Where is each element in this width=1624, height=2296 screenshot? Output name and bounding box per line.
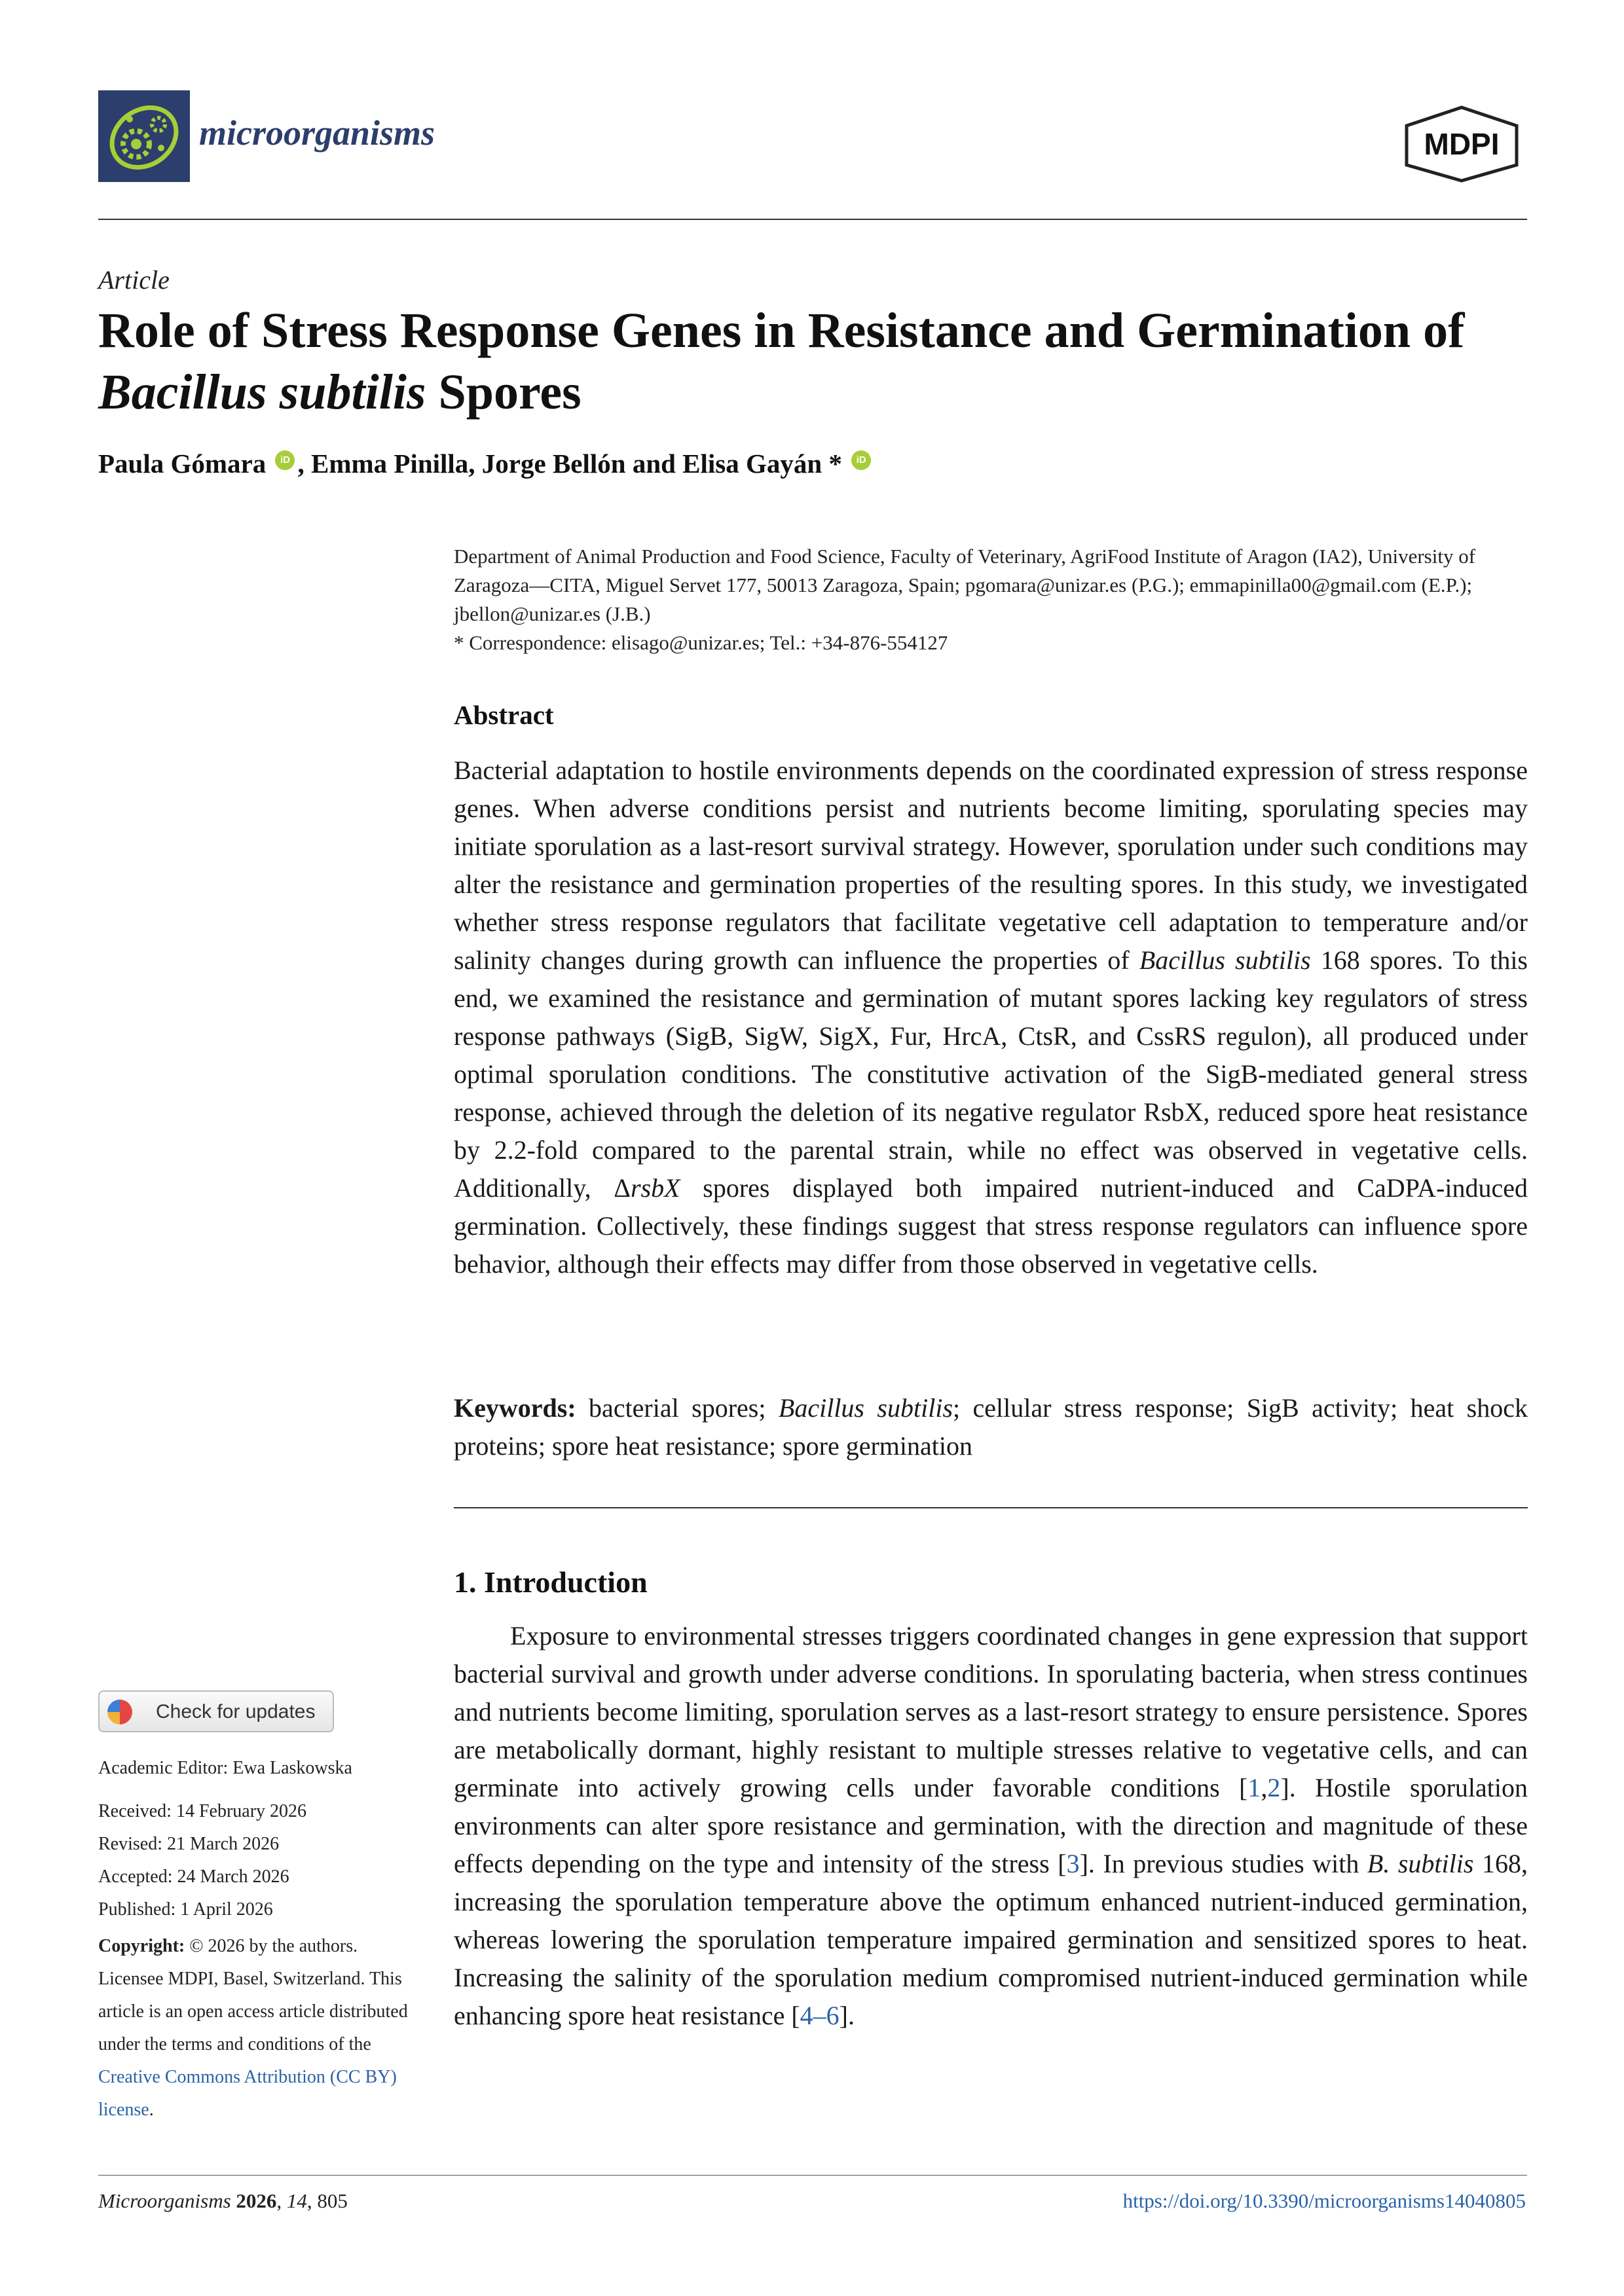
citation-link[interactable]: 1 [1247,1773,1261,1802]
intro-body [454,1617,1528,2035]
orcid-icon[interactable]: iD [275,450,295,470]
author-list [98,448,874,479]
copyright-label: Copyright: [98,1936,185,1956]
journal-name: microorganisms [199,113,435,153]
intro-species: B. subtilis [1367,1849,1474,1878]
intro-text: 168, increasing the sporulation temperature above the optimum enhanced nutrient-induced germination, whereas lowering the sporulation temperature impaired germination and sensitized spores to heat. Increasing the salinity of the sporulation medium compromised nutrient-induced germination while enhancing spore heat resistance [ [454,1849,1528,2030]
footer-journal: Microorganisms [98,2189,231,2212]
check-updates-label: Check for updates [156,1701,316,1722]
affiliation-text: Department of Animal Production and Food Science, Faculty of Veterinary, AgriFood Institute of Aragon (IA2), University of Zaragoza—CITA, Miguel Servet 177, 50013 Zaragoza, Spain; pgomara@unizar.es (P.G.); emmapinilla00@gmail.com (E.P.); jbellon@unizar.es (J.B.) [454,545,1476,625]
check-updates-icon [107,1700,132,1724]
license-link[interactable]: Creative Commons Attribution (CC BY) license [98,2067,397,2120]
copyright-notice [98,1930,426,2126]
revised-date: Revised: 21 March 2026 [98,1834,280,1854]
keywords [454,1389,1528,1465]
footer-year: 2026 [231,2189,277,2212]
author-name: Emma Pinilla, Jorge Bellón and Elisa Gayán * [310,448,842,479]
footer-volume: 14 [286,2189,307,2212]
keywords-text: ; cellular stress response; SigB activity; heat shock proteins; spore heat resistance; spore germination [454,1393,1528,1461]
footer-sep: , [276,2189,287,2212]
abstract-species: Bacillus subtilis [1139,945,1311,975]
intro-text: ]. [839,2001,855,2030]
citation-link[interactable]: 4–6 [800,2001,840,2030]
mdpi-logo [1401,105,1522,183]
orcid-icon[interactable]: iD [851,450,871,470]
title-rest: Spores [426,365,581,420]
citation-sep: , [1261,1773,1268,1802]
keywords-label: Keywords: [454,1393,576,1423]
abstract-text: spores displayed both impaired nutrient-induced and CaDPA-induced germination. Collectively, these findings suggest that stress response regulators can influence spore behavior, although their effects may differ from those observed in vegetative cells. [454,1173,1528,1279]
journal-logo [98,90,190,182]
accepted-date: Accepted: 24 March 2026 [98,1867,289,1887]
author-name: Paula Gómara [98,448,267,479]
abstract-text: Bacterial adaptation to hostile environments depends on the coordinated expression of stress response genes. When adverse conditions persist and nutrients become limiting, sporulating species may initiate sporulation as a last-resort survival strategy. However, sporulation under such conditions may alter the resistance and germination properties of the resulting spores. In this study, we investigated whether stress response regulators that facilitate vegetative cell adaptation to temperature and/or salinity changes during growth can influence the properties of [454,756,1528,975]
intro-text: ]. In previous studies with [1079,1849,1367,1878]
article-type: Article [98,265,170,295]
abstract-text: 168 spores. To this end, we examined the resistance and germination of mutant spores lacking key regulators of stress response pathways (SigB, SigW, SigX, Fur, HrcA, CtsR, and CssRS regulon), all produced under optimal sporulation conditions. The constitutive activation of the SigB-mediated general stress response, achieved through the deletion of its negative regulator RsbX, reduced spore heat resistance by 2.2-fold compared to the parental strain, while no effect was observed in vegetative cells. Additionally, Δ [454,945,1528,1203]
footer-citation [98,2189,348,2213]
publication-history [98,1795,419,1926]
doi-link[interactable]: https://doi.org/10.3390/microorganisms14040805 [1122,2189,1526,2212]
keywords-species: Bacillus subtilis [778,1393,953,1423]
intro-heading: 1. Introduction [454,1565,648,1599]
cell-gear-icon [98,90,190,182]
intro-text: Exposure to environmental stresses triggers coordinated changes in gene expression that support bacterial survival and growth under adverse conditions. In sporulating bacteria, when stress continues and nutrients become limiting, sporulation serves as a last-resort strategy to ensure persistence. Spores are metabolically dormant, highly resistant to multiple stresses relative to vegetative cells, and can germinate into actively growing cells under favorable conditions [ [454,1621,1528,1802]
abstract-heading: Abstract [454,700,554,730]
copyright-text: © 2026 by the authors. Licensee MDPI, Basel, Switzerland. This article is an open access article distributed under the terms and conditions of the [98,1936,408,2054]
intro-text: ]. Hostile sporulation environments can alter spore resistance and germination, with the direction and magnitude of these effects depending on the type and intensity of the stress [ [454,1773,1528,1878]
academic-editor: Academic Editor: Ewa Laskowska [98,1758,352,1778]
check-for-updates-button[interactable] [98,1690,334,1732]
citation-link[interactable]: 2 [1267,1773,1281,1802]
footer-divider [98,2175,1527,2176]
title-line1: Role of Stress Response Genes in Resistance and Germination of [98,303,1465,358]
author-separator: , [297,448,311,479]
article-title [98,300,1526,423]
title-species: Bacillus subtilis [98,365,426,420]
received-date: Received: 14 February 2026 [98,1801,307,1821]
header-divider [98,219,1527,220]
abstract-body [454,752,1528,1283]
correspondence: * Correspondence: elisago@unizar.es; Tel.: +34-876-554127 [454,631,948,654]
abstract-gene: rsbX [631,1173,680,1203]
published-date: Published: 1 April 2026 [98,1899,273,1920]
mdpi-logo-text: MDPI [1424,127,1500,161]
affiliation [454,542,1534,657]
footer-page: , 805 [306,2189,348,2212]
license-end: . [149,2100,154,2120]
keywords-text: bacterial spores; [576,1393,779,1423]
abstract-divider [454,1507,1528,1508]
citation-link[interactable]: 3 [1066,1849,1080,1878]
